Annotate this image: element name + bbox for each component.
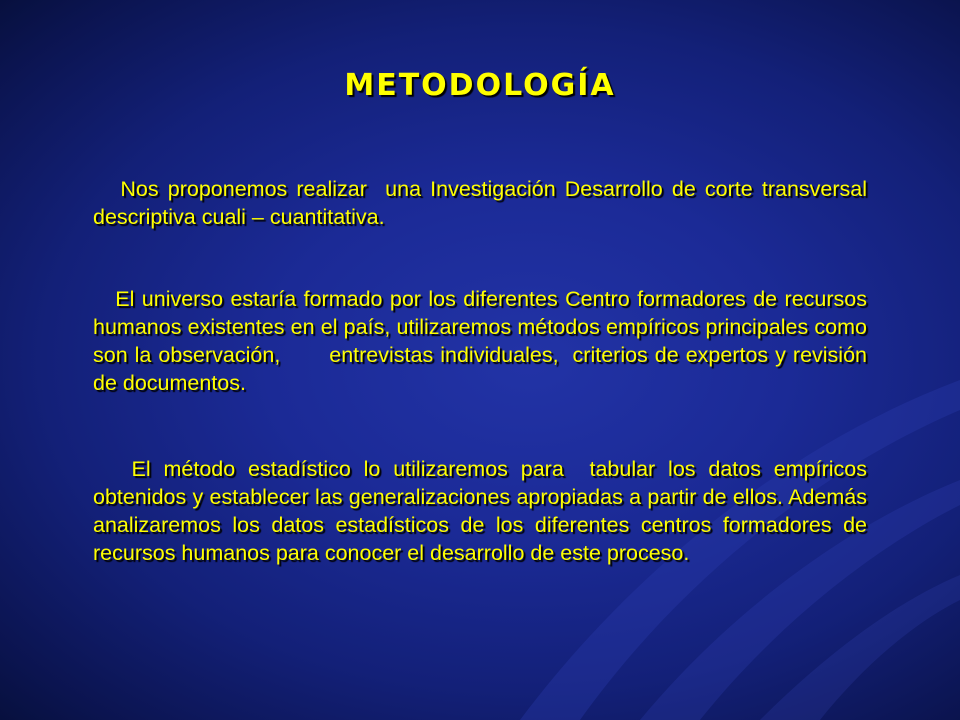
paragraph-text: El universo estaría formado por los diferentes Centro formadores de recursos humanos existentes en el país, utilizaremos métodos empíricos principales como son la observación, entrevistas individuales, criterios de expertos y revisión de documentos. (93, 287, 873, 395)
paragraph-text: El método estadístico lo utilizaremos para tabular los datos empíricos obtenidos y establecer las generalizaciones apropiadas a partir de ellos. Además analizaremos los datos estadísticos de los diferentes centros formadores de recursos humanos para conocer el desarrollo de este proceso. (93, 457, 879, 565)
paragraph-statistical-method (93, 455, 879, 567)
paragraph-research-type (93, 175, 879, 231)
paragraph-universe (93, 285, 873, 397)
slide-title: METODOLOGÍA (344, 68, 616, 103)
paragraph-text: Nos proponemos realizar una Investigación Desarrollo de corte transversal descriptiva cuali – cuantitativa. (93, 177, 879, 229)
